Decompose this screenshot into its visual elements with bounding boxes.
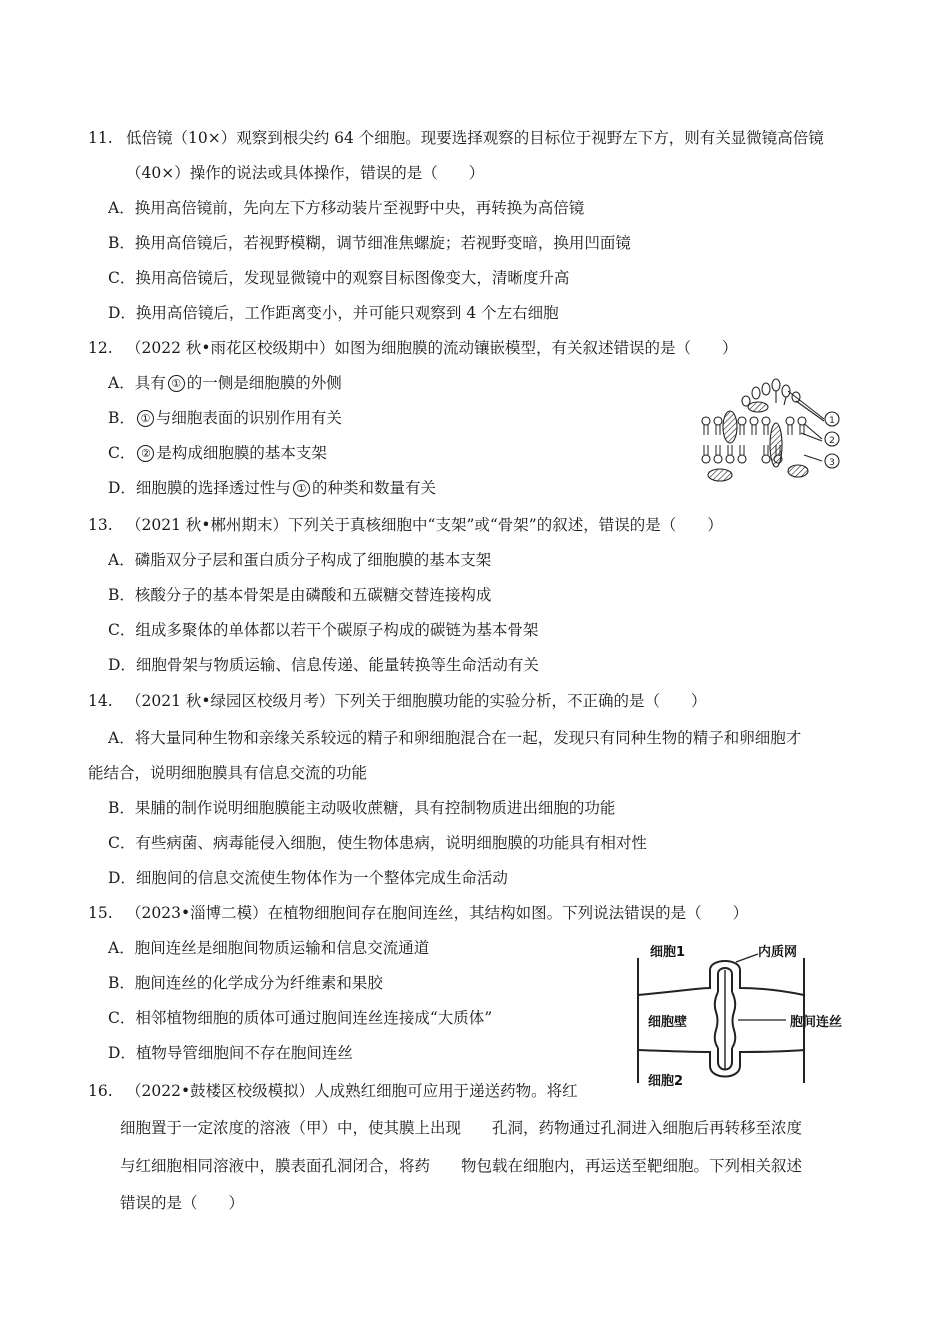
q11-option-d: D．换用高倍镜后，工作距离变小，并可能只观察到 4 个左右细胞 [108, 304, 559, 322]
q16-stem-line2: 细胞置于一定浓度的溶液（甲）中，使其膜上出现 孔洞，药物通过孔洞进入细胞后再转移至浓度 [120, 1119, 803, 1137]
q12-c-marker: ② [137, 445, 154, 462]
q14-number: 14. [88, 692, 113, 710]
q12-d-post: 的种类和数量有关 [311, 479, 436, 497]
q14-option-a-line1: A．将大量同种生物和亲缘关系较远的精子和卵细胞混合在一起，发现只有同种生物的精子和卵细胞才 [108, 729, 802, 747]
q15-number: 15. [88, 904, 113, 922]
q11-option-a: A．换用高倍镜前，先向左下方移动装片至视野中央，再转换为高倍镜 [108, 199, 585, 217]
q12-option-b [108, 407, 342, 429]
q12-b-marker: ① [137, 410, 154, 427]
q12-c-pre: C． [108, 444, 136, 462]
q11-option-c: C．换用高倍镜后，发现显微镜中的观察目标图像变大，清晰度升高 [108, 269, 570, 287]
q14-option-c: C．有些病菌、病毒能侵入细胞，使生物体患病，说明细胞膜的功能具有相对性 [108, 834, 647, 852]
svg-text:1: 1 [829, 416, 835, 426]
q15-option-d: D．植物导管细胞间不存在胞间连丝 [108, 1044, 353, 1062]
q14-stem [88, 690, 707, 712]
q16-stem-line3: 与红细胞相同溶液中，膜表面孔洞闭合，将药 物包载在细胞内，再运送至靶细胞。下列相关叙述 [120, 1157, 803, 1175]
q16-stem-line4: 错误的是（ ） [120, 1194, 245, 1212]
q14-option-a-line2: 能结合，说明细胞膜具有信息交流的功能 [88, 764, 368, 782]
q12-option-a [108, 372, 342, 394]
q16-stem-text: （2022•鼓楼区校级模拟）人成熟红细胞可应用于递送药物。将红 [126, 1082, 578, 1100]
q12-stem [88, 337, 738, 359]
q12-d-marker: ① [293, 480, 310, 497]
q14-option-d: D．细胞间的信息交流使生物体作为一个整体完成生命活动 [108, 869, 508, 887]
q11-option-b: B．换用高倍镜后，若视野模糊，调节细准焦螺旋；若视野变暗，换用凹面镜 [108, 234, 631, 252]
q14-stem-text: （2021 秋•绿园区校级月考）下列关于细胞膜功能的实验分析，不正确的是（ ） [126, 692, 707, 710]
q12-stem-text: （2022 秋•雨花区校级期中）如图为细胞膜的流动镶嵌模型，有关叙述错误的是（ ） [126, 339, 738, 357]
plasmodesma-figure [630, 940, 860, 1088]
q12-number: 12. [88, 339, 113, 357]
label-cell2: 细胞2 [648, 1074, 684, 1088]
membrane-figure [676, 375, 846, 495]
q12-b-pre: B． [108, 409, 135, 427]
q12-d-pre: D．细胞膜的选择透过性与 [108, 479, 291, 497]
q13-option-a: A．磷脂双分子层和蛋白质分子构成了细胞膜的基本支架 [108, 551, 492, 569]
q15-stem-text: （2023•淄博二模）在植物细胞间存在胞间连丝，其结构如图。下列说法错误的是（ ） [126, 904, 749, 922]
q15-option-b: B．胞间连丝的化学成分为纤维素和果胶 [108, 974, 383, 992]
q12-c-post: 是构成细胞膜的基本支架 [156, 444, 327, 462]
label-cell1: 细胞1 [650, 945, 686, 960]
svg-text:2: 2 [829, 436, 835, 446]
q13-stem-text: （2021 秋•郴州期末）下列关于真核细胞中“支架”或“骨架”的叙述，错误的是（ ） [126, 516, 723, 534]
membrane-diagram [676, 375, 846, 495]
q13-option-d: D．细胞骨架与物质运输、信息传递、能量转换等生命活动有关 [108, 656, 539, 674]
q12-option-d [108, 477, 436, 499]
q11-stem-line1 [88, 127, 824, 149]
q13-option-b: B．核酸分子的基本骨架是由磷酸和五碳糖交替连接构成 [108, 586, 492, 604]
q11-stem-line2: （40×）操作的说法或具体操作，错误的是（ ） [126, 164, 485, 182]
q15-option-a: A．胞间连丝是细胞间物质运输和信息交流通道 [108, 939, 430, 957]
q16-stem-line1 [88, 1080, 578, 1102]
label-cell-wall: 细胞壁 [648, 1015, 688, 1030]
q12-a-marker: ① [168, 375, 185, 392]
q13-number: 13. [88, 516, 113, 534]
q14-option-b: B．果脯的制作说明细胞膜能主动吸收蔗糖，具有控制物质进出细胞的功能 [108, 799, 616, 817]
q15-option-c: C．相邻植物细胞的质体可通过胞间连丝连接成“大质体” [108, 1009, 493, 1027]
q11-stem-text: 低倍镜（10×）观察到根尖约 64 个细胞。现要选择观察的目标位于视野左下方，则有关显微镜高倍镜 [126, 129, 824, 147]
q16-number: 16. [88, 1082, 113, 1100]
q12-option-c [108, 442, 327, 464]
label-er: 内质网 [758, 945, 798, 960]
q13-option-c: C．组成多聚体的单体都以若干个碳原子构成的碳链为基本骨架 [108, 621, 539, 639]
q12-b-post: 与细胞表面的识别作用有关 [155, 409, 342, 427]
q12-a-post: 的一侧是细胞膜的外侧 [186, 374, 342, 392]
q13-stem [88, 514, 723, 536]
plasmodesma-diagram [630, 940, 860, 1088]
label-plasmodesma: 胞间连丝 [790, 1015, 843, 1030]
q11-number: 11. [88, 129, 113, 147]
q15-stem [88, 902, 748, 924]
q12-a-pre: A．具有 [108, 374, 166, 392]
svg-text:3: 3 [829, 458, 835, 468]
